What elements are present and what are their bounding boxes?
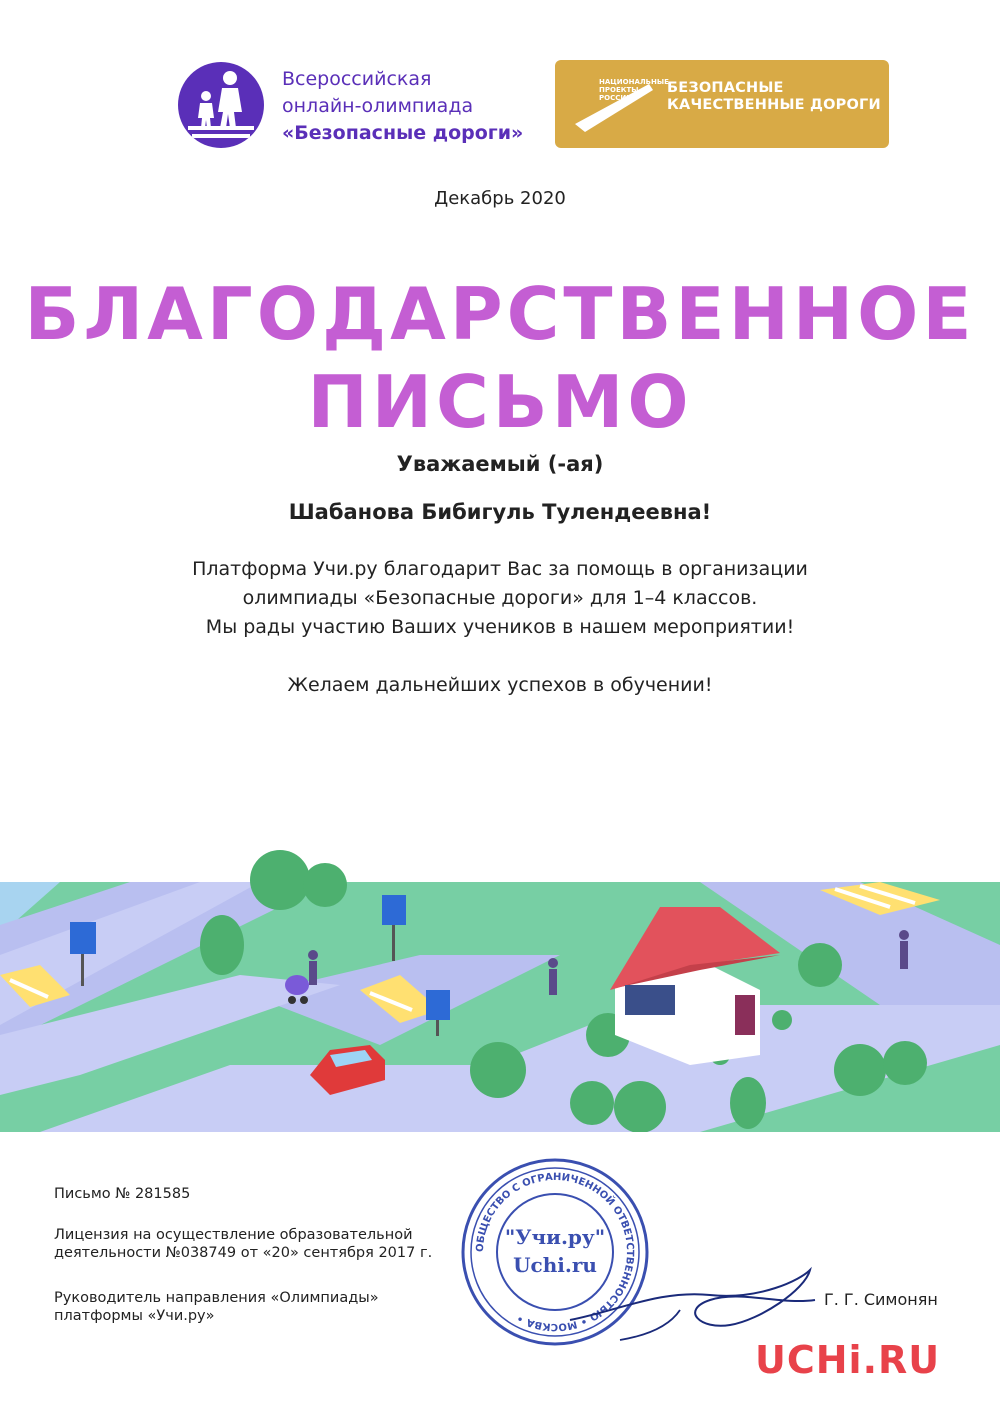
- body-line1: Платформа Учи.ру благодарит Вас за помощь в организации: [192, 558, 808, 580]
- olympiad-logo-line3: «Безопасные дороги»: [282, 122, 524, 144]
- license-line1: Лицензия на осуществление образовательной: [54, 1227, 413, 1243]
- national-project-line2: КАЧЕСТВЕННЫЕ ДОРОГИ: [667, 97, 881, 113]
- national-project-logo: [555, 60, 889, 148]
- license-info: [54, 1226, 432, 1262]
- olympiad-logo-line2: онлайн-олимпиада: [282, 95, 474, 117]
- body-line2: олимпиады «Безопасные дороги» для 1–4 классов.: [242, 587, 758, 609]
- olympiad-logo: [178, 60, 538, 150]
- director-line1: Руководитель направления «Олимпиады»: [54, 1290, 379, 1306]
- stamp-center-line2: Uchi.ru: [513, 1253, 597, 1277]
- olympiad-logo-text: [282, 66, 523, 147]
- title-line2: ПИСЬМО: [307, 360, 693, 444]
- stamp-ring-text: ОБЩЕСТВО С ОГРАНИЧЕННОЙ ОТВЕТСТВЕННОСТЬЮ • МОСКВА •: [474, 1171, 636, 1333]
- license-line2: деятельности №038749 от «20» сентября 2017 г.: [54, 1245, 433, 1261]
- national-project-title: [667, 80, 881, 114]
- body-line3: Мы рады участию Ваших учеников в нашем мероприятии!: [205, 616, 795, 638]
- letter-number: Письмо № 281585: [54, 1186, 191, 1202]
- road-safety-illustration: [0, 845, 1000, 1132]
- signer-name: Г. Г. Симонян: [824, 1290, 938, 1309]
- letter-title: [0, 270, 1000, 446]
- national-project-small-text: НАЦИОНАЛЬНЫЕ ПРОЕКТЫ РОССИИ: [599, 78, 669, 102]
- letter-date: Декабрь 2020: [434, 188, 566, 209]
- stamp-center-line1: "Учи.ру": [504, 1225, 606, 1249]
- uchi-ru-logo: UCHi.RU: [755, 1338, 941, 1382]
- salutation: Уважаемый (-ая): [396, 452, 604, 476]
- director-title: [54, 1289, 379, 1325]
- signature: [560, 1250, 820, 1350]
- director-line2: платформы «Учи.ру»: [54, 1308, 215, 1324]
- recipient-name: Шабанова Бибигуль Тулендеевна!: [288, 500, 712, 524]
- letter-wish: Желаем дальнейших успехов в обучении!: [287, 674, 713, 696]
- pedestrians-icon: [178, 62, 264, 148]
- national-project-line1: БЕЗОПАСНЫЕ: [667, 80, 784, 96]
- title-line1: БЛАГОДАРСТВЕННОЕ: [24, 272, 976, 356]
- olympiad-logo-line1: Всероссийская: [282, 68, 432, 90]
- header: [0, 56, 1000, 156]
- letter-body: [0, 555, 1000, 642]
